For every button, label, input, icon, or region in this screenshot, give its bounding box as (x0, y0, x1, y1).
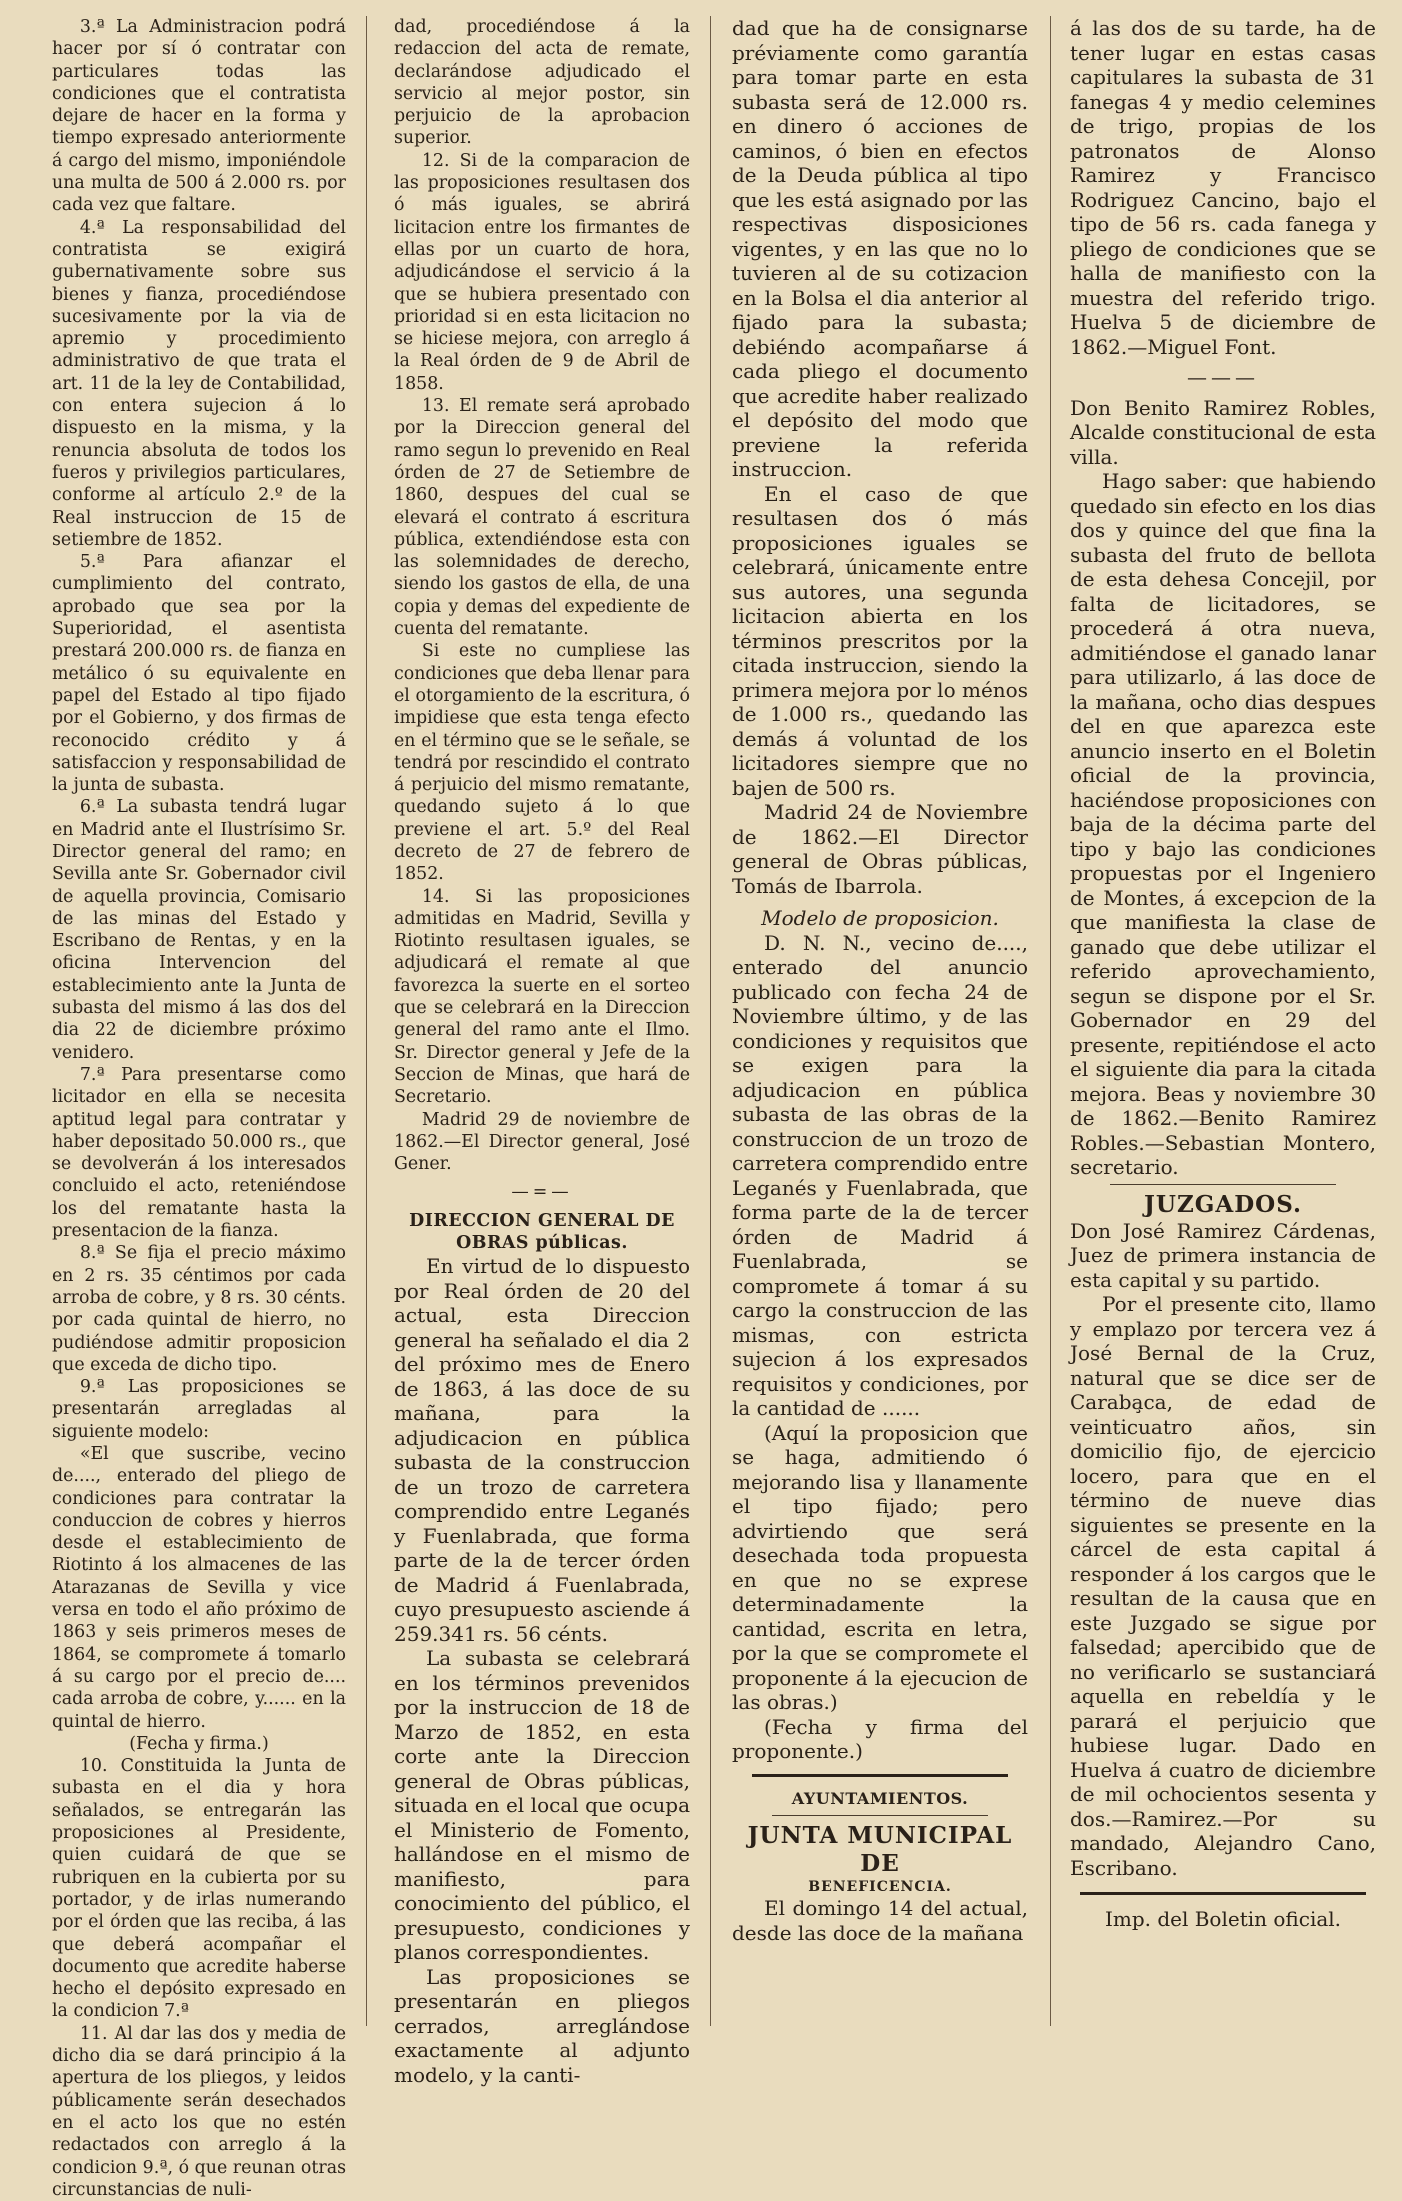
condition-3: 3.ª La Administracion podrá hacer por sí ó contratar con particulares todas las condiciones que el contratista dejare de hacer en la forma y tiempo expresado anteriormente á cargo del mismo, imponiéndole una multa de 500 á 2.000 rs. por cada vez que faltare. (52, 17, 346, 216)
proposal-model: «El que suscribe, vecino de...., enterado del pliego de condiciones para contratar la conduccion de cobres y hierros desde el establecimiento de Riotinto á los almacenes de las Atarazanas de Sevilla y vice versa en todo el año próximo de 1863 y seis primeros meses de 1864, se compromete á tomarlo á su cargo por el precio de.... cada arroba de cobre, y...... en la quintal de hierro. (52, 1444, 346, 1732)
juez-heading: Don José Ramirez Cárdenas, Juez de primera instancia de esta capital y su partido. (1070, 1218, 1376, 1292)
column-rule (366, 16, 367, 2026)
bellota-notice: Hago saber: que habiendo quedado sin efecto en los dias dos y quince del que fina la subasta del fruto de bellota de esta dehesa Concejil, por falta de licitadores, se procederá á otra nueva, admitiéndose el ganado lanar para utilizarlo, á las doce de la mañana, ocho dias despues del en que aparezca este anuncio inserto en el Boletin oficial de la provincia, haciéndose proposiciones con baja de la décima parte del tipo y bajo las condiciones propuestas por el Ingeniero de Montes, á excepcion de la que manifiesta la clase de ganado que debe utilizar el referido aprovechamiento, segun se dispone por el Sr. Gobernador en 29 del presente, repitiéndose el acto el siguiente dia para la citada mejora. Beas y noviembre 30 de 1862.—Benito Ramirez Robles.—Sebastian Montero, secretario. (1070, 469, 1376, 1179)
condition-10: 10. Constituida la Junta de subasta en el dia y hora señalados, se entregarán las proposiciones al Presidente, quien cuidará de que se rubriquen en la cubierta por su portador, y de irlas numerando por el órden que las reciba, á las que deberá acompañar el documento que acredite haberse hecho el depósito expresado en la condicion 7.ª (52, 1756, 346, 2022)
continued-text: dad, procediéndose á la redaccion del acta de remate, declarándose adjudicado el servicio al mejor postor, sin perjuicio de la aprobacion superior. (394, 17, 690, 149)
notice-paragraph-3: Las proposiciones se presentarán en pliegos cerrados, arreglándose exactamente al adjunto modelo, y la canti- (394, 1964, 690, 2087)
condition-13: 13. El remate será aprobado por la Direccion general del ramo segun lo prevenido en Real órden de 27 de Setiembre de 1860, despues del cual se elevará el contrato á escritura pública, extendiéndose esta con las solemnidades de derecho, siendo los gastos de ella, de una copia y demas del expediente de cuenta del rematante. (394, 396, 690, 640)
equal-proposals: En el caso de que resultasen dos ó más proposiciones iguales se celebrará, únicamente entre sus autores, una segunda licitacion abierta en los términos prescritos por la citada instruccion, siendo la primera mejora por lo ménos de 1.000 rs., quedando las demás á voluntad de los licitadores siempre que no bajen de 500 rs. (732, 481, 1028, 800)
date-and-signature: (Fecha y firma.) (129, 1733, 269, 1754)
continued-text: dad que ha de consignarse préviamente como garantía para tomar parte en esta subasta será de 12.000 rs. en dinero ó acciones de caminos, ó bien en efectos de la Deuda pública al tipo que les está asignado por las respectivas disposiciones vigentes, y en las que no lo tuvieren al de su cotizacion en la Bolsa el dia anterior al fijado para la subasta; debiéndo acompañarse á cada pliego el documento que acredite haber realizado el depósito del modo que previene la referida instruccion. (732, 16, 1028, 481)
signature: Madrid 24 de Noviembre de 1862.—El Director general de Obras públicas, Tomás de Ibarrola. (732, 800, 1028, 898)
condition-6: 6.ª La subasta tendrá lugar en Madrid ante el Ilustrísimo Sr. Director general del ramo; en Sevilla ante Sr. Gobernador civil de aquella provincia, Comisario de las minas del Estado y Escribano de Rentas, y en la oficina Intervencion del establecimiento ante la Junta de subasta del mismo á las dos del dia 22 de diciembre próximo venidero. (52, 797, 346, 1063)
column-4 (1070, 16, 1376, 2036)
notice-paragraph-1: En virtud de lo dispuesto por Real órden de 20 del actual, esta Direccion general ha señalado el dia 2 del próximo mes de Enero de 1863, á las doce de su mañana, para la adjudicacion en pública subasta de la construccion de un trozo de carretera comprendido entre Leganés y Fuenlabrada, que forma parte de la de tercer órden de Madrid á Fuenlabrada, cuyo presupuesto asciende á 259.341 rs. 56 cénts. (394, 1254, 690, 1646)
section-rule (752, 1774, 1008, 1777)
column-1 (52, 16, 346, 2200)
condition-5: 5.ª Para afianzar el cumplimiento del contrato, aprobado que sea por la Superioridad, el asentista prestará 200.000 rs. de fianza en metálico ó su equivalente en papel del Estado al tipo fijado por el Gobierno, y dos firmas de reconocido crédito y á satisfaccion y responsabilidad de la junta de subasta. (52, 552, 346, 796)
column-rule (710, 16, 711, 2026)
beneficencia-title: BENEFICENCIA. (808, 1879, 952, 1895)
continued-text: á las dos de su tarde, ha de tener lugar en estas casas capitulares la subasta de 31 fanegas 4 y medio celemines de trigo, propias de los patronatos de Alonso Ramirez y Francisco Rodriguez Cancino, bajo el tipo de 56 rs. cada fanega y pliego de condiciones que se halla de manifiesto con la muestra del referido trigo. Huelva 5 de diciembre de 1862.—Miguel Font. (1070, 16, 1376, 359)
condition-4: 4.ª La responsabilidad del contratista se exigirá gubernativamente sobre sus bienes y fianza, procediéndose sucesivamente por la via de apremio y procedimiento administrativo de que trata el art. 11 de la ley de Contabilidad, con entera sujecion á lo dispuesto en la misma, y la renuncia absoluta de todos los fueros y privilegios particulares, conforme al artículo 2.º de la Real instruccion de 15 de setiembre de 1852. (52, 217, 346, 550)
condition-12: 12. Si de la comparacion de las proposiciones resultasen dos ó más iguales, se abrirá licitacion entre los firmantes de ellas por un cuarto de hora, adjudicándose el servicio á la que se hubiera presentado con prioridad si en esta licitacion no se hiciese mejora, con arreglo á la Real órden de 9 de Abril de 1858. (394, 150, 690, 394)
condition-9: 9.ª Las proposiciones se presentarán arregladas al siguiente modelo: (52, 1377, 346, 1442)
column-2 (394, 16, 690, 2087)
separator: ——— (1187, 365, 1259, 389)
proposal-model: D. N. N., vecino de...., enterado del anuncio publicado con fecha 24 de Noviembre último, y de las condiciones y requisitos que se exigen para la adjudicacion en pública subasta de las obras de la construccion de un trozo de carretera comprendido entre Leganés y Fuenlabrada, que forma parte de la de tercer órden de Madrid á Fuenlabrada, se compromete á tomar á su cargo la construccion de las mismas, con estricta sujecion á los expresados requisitos y condiciones, por la cantidad de ...... (732, 930, 1028, 1420)
printer-imprint: Imp. del Boletin oficial. (1104, 1907, 1342, 1931)
signature: Madrid 29 de noviembre de 1862.—El Director general, José Gener. (394, 1109, 690, 1175)
notice-paragraph-2: La subasta se celebrará en los términos prevenidos por la instruccion de 18 de Marzo de 1852, en esta corte ante la Direccion general de Obras públicas, situada en el local que ocupa el Ministerio de Fomento, hallándose en el mismo de manifiesto, para conocimiento del público, el presupuesto, condiciones y planos correspondientes. (394, 1646, 690, 1965)
condition-8: 8.ª Se fija el precio máximo en 2 rs. 35 céntimos por cada arroba de cobre, y 8 rs. 30 cénts. por cada quintal de hierro, no pudiéndose admitir proposicion que exceda de dicho tipo. (52, 1243, 346, 1375)
condition-7: 7.ª Para presentarse como licitador en ella se necesita aptitud legal para contratar y haber depositado 50.000 rs., que se devolverán á los interesados concluido el acto, reteniéndose los del rematante hasta la presentacion de la fianza. (52, 1064, 346, 1242)
junta-title: JUNTA MUNICIPAL DE (747, 1822, 1013, 1877)
column-3 (732, 16, 1028, 2036)
divider (772, 1815, 988, 1816)
section-title: AYUNTAMIENTOS. (791, 1788, 969, 1808)
footer-rule (1080, 1892, 1366, 1895)
junta-notice: El domingo 14 del actual, desde las doce de la mañana (732, 1896, 1028, 1945)
date-and-signature: (Fecha y firma del proponente.) (732, 1714, 1028, 1763)
separator: —=— (511, 1182, 573, 1203)
section-title: JUZGADOS. (1144, 1190, 1302, 1218)
condition-14: 14. Si las proposiciones admitidas en Madrid, Sevilla y Riotinto resultasen iguales, se adjudicará el remate al que favorezca la suerte en el sorteo que se celebrará en la Direccion general del ramo ante el Ilmo. Sr. Director general y Jefe de la Seccion de Minas, que hará de Secretario. (394, 886, 690, 1108)
divider (1110, 1184, 1336, 1185)
model-title: Modelo de proposicion. (761, 906, 999, 930)
condition-13-b: Si este no cumpliese las condiciones que deba llenar para el otorgamiento de la escritura, ó impidiese que esta tenga efecto en el término que se le señale, se tendrá por rescindido el contrato á perjuicio del mismo rematante, quedando sujeto á lo que previene el art. 5.º del Real decreto de 27 de febrero de 1852. (394, 641, 690, 885)
column-rule (1050, 16, 1051, 2026)
proposal-note: (Aquí la proposicion que se haga, admitiendo ó mejorando lisa y llanamente el tipo fijado; pero advirtiendo que será desechada toda propuesta en que no se exprese determinadamente la cantidad, escrita en letra, por la que se compromete el proponente á la ejecucion de las obras.) (732, 1420, 1028, 1714)
section-header: DIRECCION GENERAL DE OBRAS públicas. (409, 1210, 675, 1254)
condition-11: 11. Al dar las dos y media de dicho dia se dará principio á la apertura de los pliegos, y leidos públicamente serán desechados en el acto los que no estén redactados con arreglo á la condicion 9.ª, ó que reunan otras circunstancias de nuli- (52, 2023, 346, 2200)
summons-notice: Por el presente cito, llamo y emplazo por tercera vez á José Bernal de la Cruz, natural que se dice ser de Caraba̧ca, de edad de veinticuatro años, sin domicilio fijo, de ejercicio locero, para que en el término de nueve dias siguientes se presente en la cárcel de esta capital á responder á los cargos que le resultan de la causa que en este Juzgado se sigue por falsedad; apercibido que de no verificarlo se sustanciará aquella en rebeldía y le parará el perjuicio que hubiese lugar. Dado en Huelva á cuatro de diciembre de mil ochocientos sesenta y dos.—Ramirez.—Por su mandado, Alejandro Cano, Escribano. (1070, 1292, 1376, 1880)
alcalde-heading: Don Benito Ramirez Robles, Alcalde constitucional de esta villa. (1070, 395, 1376, 469)
